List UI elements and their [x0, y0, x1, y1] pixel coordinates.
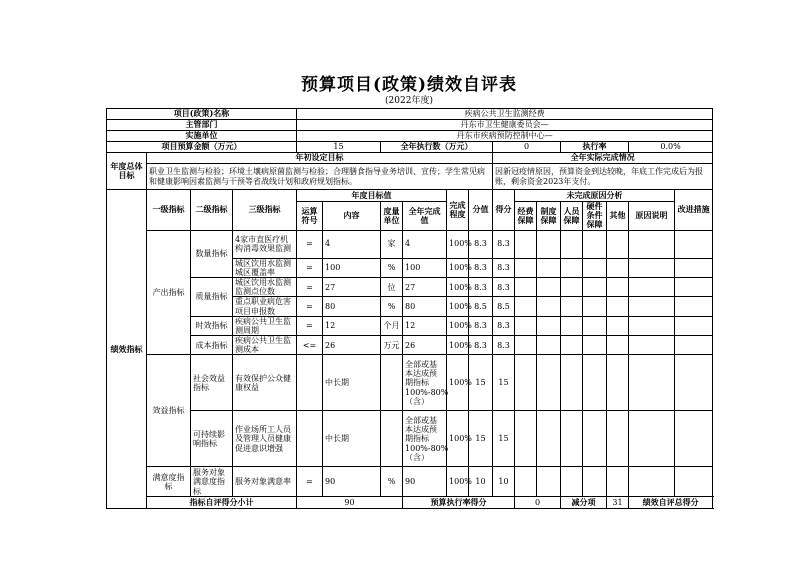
content-cell: 4	[323, 230, 381, 258]
degree-cell: 100%	[447, 230, 469, 258]
table-row	[107, 336, 713, 355]
actual-cell: 4	[403, 230, 447, 258]
actual-completion-label: 全年实际完成情况	[493, 153, 713, 164]
content-cell: 80	[323, 297, 381, 316]
content-cell: 12	[323, 316, 381, 335]
l3-cell: 城区饮用水监测监测点位数	[233, 277, 297, 296]
row-perf-header-1	[107, 190, 713, 202]
header-actual: 全年完成值	[403, 202, 447, 231]
impl-label: 实施单位	[107, 131, 297, 142]
content-cell: 100	[323, 258, 381, 277]
row-goals-header	[107, 153, 713, 164]
l2-social: 社会效益指标	[191, 355, 233, 411]
subtotal-value: 90	[297, 497, 403, 509]
got-cell: 8.3	[493, 258, 515, 277]
row-project-name	[107, 109, 713, 120]
op-cell: =	[297, 230, 323, 258]
total-label: 绩效自评总得分	[629, 497, 713, 509]
actual-cell: 全部或基本达成预期指标100%-80%（含）	[403, 411, 447, 467]
header-score: 分值	[469, 190, 493, 231]
header-reason-staff: 人员保障	[561, 202, 583, 231]
actual-cell: 27	[403, 277, 447, 296]
header-reason-hardware: 硬件条件保障	[583, 202, 607, 231]
score-cell: 8.3	[469, 277, 493, 296]
actual-cell: 90	[403, 467, 447, 497]
header-reason-funds: 经费保障	[515, 202, 537, 231]
header-content: 内容	[323, 202, 381, 231]
score-cell: 8.3	[469, 230, 493, 258]
actual-cell: 26	[403, 336, 447, 355]
deduct-label: 减分项	[561, 497, 607, 509]
degree-cell: 100%	[447, 316, 469, 335]
form-year: (2022年度)	[385, 96, 433, 106]
l3-cell: 城区饮用水监测城区覆盖率	[233, 258, 297, 277]
op-cell	[297, 355, 323, 411]
degree-cell: 100%	[447, 411, 469, 467]
score-cell: 10	[469, 467, 493, 497]
header-unit: 度量单位	[381, 202, 403, 231]
l1-satisfaction: 满意度指标	[147, 467, 191, 497]
l1-effect: 效益指标	[147, 355, 191, 467]
l2-sustain: 可持续影响指标	[191, 411, 233, 467]
degree-cell: 100%	[447, 258, 469, 277]
unit-cell: %	[381, 467, 403, 497]
l2-cost: 成本指标	[191, 336, 233, 355]
row-footer	[107, 497, 713, 509]
actual-cell: 80	[403, 297, 447, 316]
degree-cell: 100%	[447, 467, 469, 497]
op-cell: =	[297, 316, 323, 335]
header-reason-note: 原因说明	[629, 202, 675, 231]
l2-time: 时效指标	[191, 316, 233, 335]
got-cell: 8.5	[493, 297, 515, 316]
got-cell: 15	[493, 355, 515, 411]
deduct-value: 31	[607, 497, 629, 509]
content-cell: 26	[323, 336, 381, 355]
budget-label: 项目预算金额（万元）	[107, 142, 297, 153]
got-cell: 8.3	[493, 336, 515, 355]
l2-quantity: 数量指标	[191, 230, 233, 277]
header-reason-group: 未完成原因分析	[515, 190, 675, 202]
project-name-label: 项目(政策)名称	[107, 109, 297, 120]
header-level1: 一级指标	[147, 190, 191, 231]
score-cell: 8.3	[469, 336, 493, 355]
table-row	[107, 316, 713, 335]
row-budget	[107, 142, 713, 153]
l3-cell: 作业场所工人员及管理人员健康促进意识增强	[233, 411, 297, 467]
score-cell: 8.3	[469, 258, 493, 277]
unit-cell: 位	[381, 277, 403, 296]
op-cell: =	[297, 297, 323, 316]
l1-output: 产出指标	[147, 230, 191, 355]
table-row	[107, 230, 713, 258]
score-cell: 15	[469, 355, 493, 411]
content-cell: 中长期	[323, 355, 381, 411]
degree-cell: 100%	[447, 277, 469, 296]
actual-cell: 12	[403, 316, 447, 335]
rate-label: 执行率	[561, 142, 629, 153]
l2-service: 服务对象满意度指标	[191, 467, 233, 497]
op-cell: =	[297, 258, 323, 277]
header-reason-other: 其他	[607, 202, 629, 231]
actual-completion-text: 因新冠疫情原因，预算资金到达较晚，年底工作完成后为报账，剩余资金2023年支付。	[493, 164, 713, 190]
header-improve: 改进措施	[675, 190, 713, 231]
dept-label: 主管部门	[107, 120, 297, 131]
l3-cell: 有效保护公众健康权益	[233, 355, 297, 411]
content-cell: 中长期	[323, 411, 381, 467]
op-cell	[297, 411, 323, 467]
unit-cell: %	[381, 297, 403, 316]
degree-cell: 100%	[447, 336, 469, 355]
op-cell: =	[297, 277, 323, 296]
initial-goal-label: 年初设定目标	[147, 153, 493, 164]
subtotal-label: 指标自评得分小计	[147, 497, 297, 509]
actual-cell: 100	[403, 258, 447, 277]
unit-cell	[381, 411, 403, 467]
header-target-group: 年度目标值	[297, 190, 447, 202]
l3-cell: 4家市直医疗机构消毒效果监测	[233, 230, 297, 258]
exec-label: 全年执行数（万元）	[381, 142, 493, 153]
dept-value: 丹东市卫生健康委员会—	[297, 120, 713, 131]
table-row	[107, 467, 713, 497]
initial-goal-text: 职业卫生监测与检验；环境土壤病原菌监测与检验；合理膳食指导业务培训、宣传；学生常见病和健康影响因素监测与干预等省战线计划和政府规划指标。	[147, 164, 493, 190]
rate-value: 0.0%	[629, 142, 713, 153]
header-level2: 二级指标	[191, 190, 233, 231]
project-name-value: 疾病公共卫生监测经费	[297, 109, 713, 120]
evaluation-table	[106, 108, 713, 509]
table-row	[107, 411, 713, 467]
l3-cell: 疾病公共卫生监测成本	[233, 336, 297, 355]
got-cell: 15	[493, 411, 515, 467]
l3-cell: 服务对象满意率	[233, 467, 297, 497]
actual-cell: 全部或基本达成预期指标100%-80%（含）	[403, 355, 447, 411]
unit-cell: 万元	[381, 336, 403, 355]
perf-section-label: 绩效指标	[107, 190, 147, 509]
degree-cell: 100%	[447, 297, 469, 316]
exec-score-value: 0	[515, 497, 561, 509]
table-row	[107, 355, 713, 411]
score-cell: 8.5	[469, 297, 493, 316]
l2-quality: 质量指标	[191, 277, 233, 316]
header-reason-system: 制度保障	[537, 202, 561, 231]
table-row	[107, 277, 713, 296]
goals-section-label: 年度总体目标	[107, 153, 147, 190]
content-cell: 90	[323, 467, 381, 497]
budget-value: 15	[297, 142, 381, 153]
row-goals-text	[107, 164, 713, 190]
impl-value: 丹东市疾病预防控制中心—	[297, 131, 713, 142]
content-cell: 27	[323, 277, 381, 296]
exec-value: 0	[493, 142, 561, 153]
op-cell: =	[297, 467, 323, 497]
unit-cell	[381, 355, 403, 411]
unit-cell: %	[381, 258, 403, 277]
l3-cell: 重点职业病危害项目申报数	[233, 297, 297, 316]
exec-score-label: 预算执行率得分	[403, 497, 515, 509]
header-got: 得分	[493, 190, 515, 231]
header-degree: 完成程度	[447, 190, 469, 231]
got-cell: 10	[493, 467, 515, 497]
form-title: 预算项目(政策)绩效自评表	[300, 75, 518, 95]
op-cell: <=	[297, 336, 323, 355]
score-cell: 15	[469, 411, 493, 467]
l3-cell: 疾病公共卫生监测周期	[233, 316, 297, 335]
degree-cell: 100%	[447, 355, 469, 411]
got-cell: 8.3	[493, 277, 515, 296]
score-cell: 8.3	[469, 316, 493, 335]
row-impl	[107, 131, 713, 142]
header-level3: 三级指标	[233, 190, 297, 231]
unit-cell: 个月	[381, 316, 403, 335]
got-cell: 8.3	[493, 230, 515, 258]
row-dept	[107, 120, 713, 131]
got-cell: 8.3	[493, 316, 515, 335]
unit-cell: 家	[381, 230, 403, 258]
header-op: 运算符号	[297, 202, 323, 231]
